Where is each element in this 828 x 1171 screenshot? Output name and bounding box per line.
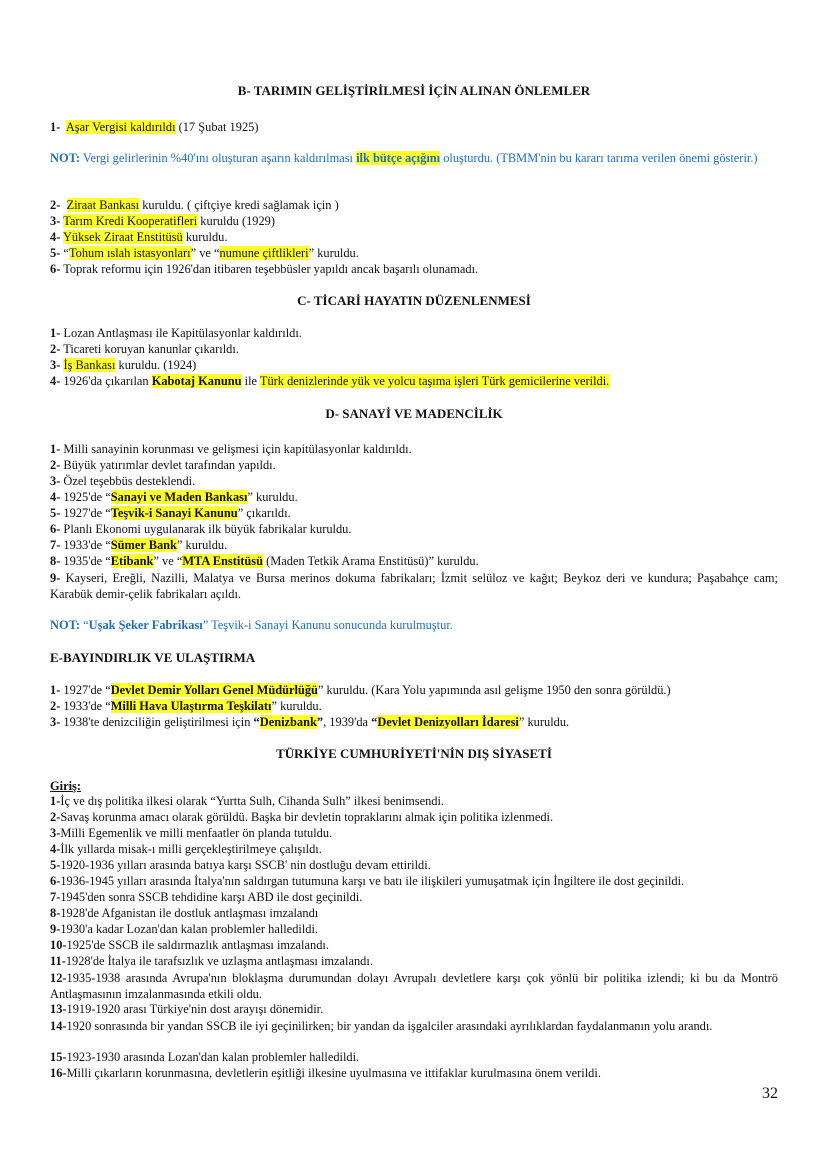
- item-text: ” kuruldu.: [271, 699, 322, 713]
- item-text: 1920 sonrasında bir yandan SSCB ile iyi geçinilirken; bir yandan da işgalciler arasındaki ayrılıklardan faydalanmanın yolu arandı.: [66, 1019, 713, 1033]
- item-text-pre: 1935'de “: [60, 554, 111, 568]
- item-text: İlk yıllarda misak-ı milli gerçekleştirilmeye çalışıldı.: [60, 842, 322, 856]
- item-number: 6-: [50, 522, 61, 536]
- item-text: kuruldu.: [182, 230, 228, 244]
- section-b-heading: B- TARIMIN GELİŞTİRİLMESİ İÇİN ALINAN ÖNLEMLER: [237, 83, 591, 98]
- note-text-2: oluşturdu. (TBMM'nin bu kararı tarıma verilen önemi gösterir.): [440, 151, 758, 165]
- note-text-1: Vergi gelirlerinin %40'ını oluşturan aşarın kaldırılması: [80, 151, 357, 165]
- item-text: kuruldu. (1924): [115, 358, 197, 372]
- quote: “: [60, 246, 69, 260]
- item-number: 8-: [50, 554, 61, 568]
- d-item-5: [50, 506, 778, 520]
- foreign-policy-item: [50, 826, 778, 840]
- section-c-heading: C- TİCARİ HAYATIN DÜZENLENMESİ: [297, 293, 531, 308]
- item-text: Ticareti koruyan kanunlar çıkarıldı.: [60, 342, 239, 356]
- item-text-pre: 1938'te denizciliğin geliştirilmesi için: [60, 715, 254, 729]
- note-label: NOT:: [50, 151, 81, 165]
- d-item-1: [50, 442, 778, 456]
- highlight: Sümer Bank: [110, 538, 177, 552]
- item-text: Savaş korunma amacı olarak görüldü. Başka bir devletin topraklarını almak için politika izlenmedi.: [60, 810, 554, 824]
- c-item-1: [50, 326, 778, 340]
- item-number: 6-: [50, 874, 61, 888]
- foreign-policy-item: [50, 1002, 778, 1016]
- item-number: 5-: [50, 246, 61, 260]
- item-number: 9-: [50, 922, 61, 936]
- d-item-2: [50, 458, 778, 472]
- item-text: Planlı Ekonomi uygulanarak ilk büyük fabrikalar kuruldu.: [60, 522, 352, 536]
- item-text: 1920-1936 yılları arasında batıya karşı SSCB' nin dostluğu devam ettirildi.: [60, 858, 431, 872]
- b-item-1: [50, 120, 778, 134]
- item-number: 3-: [50, 826, 61, 840]
- highlight-2: Türk denizlerinde yük ve yolcu taşıma işleri Türk gemicilerine verildi.: [259, 374, 610, 388]
- foreign-policy-heading: TÜRKİYE CUMHURİYETİ'NİN DIŞ SİYASETİ: [276, 746, 552, 761]
- d-note: [50, 618, 778, 632]
- item-number: 4-: [50, 374, 61, 388]
- d-item-6: [50, 522, 778, 536]
- item-number: 1-: [50, 794, 61, 808]
- item-number: 4-: [50, 230, 61, 244]
- item-number: 7-: [50, 890, 61, 904]
- item-text: Toprak reformu için 1926'dan itibaren teşebbüsler yapıldı ancak başarılı olunamadı.: [60, 262, 479, 276]
- item-text-pre: 1927'de “: [60, 683, 111, 697]
- d-item-4: [50, 490, 778, 504]
- highlight: Teşvik-i Sanayi Kanunu: [110, 506, 238, 520]
- item-text: Kayseri, Ereğli, Nazilli, Malatya ve Bursa merinos dokuma fabrikaları; İzmit selüloz ve kağıt; Beykoz deri ve kundura; Paşabahçe cam; Karabük demir-çelik fabrikaları açıldı.: [50, 571, 778, 601]
- item-number: 2-: [50, 458, 61, 472]
- highlight: Ziraat Bankası: [66, 198, 140, 212]
- item-text-pre: 1933'de “: [60, 538, 111, 552]
- item-text-pre: 1933'de “: [60, 699, 111, 713]
- highlight-1: Kabotaj Kanunu: [151, 374, 242, 388]
- note-label: NOT:: [50, 618, 81, 632]
- d-item-8: [50, 554, 778, 568]
- item-text: 1930'a kadar Lozan'dan kalan problemler halledildi.: [60, 922, 319, 936]
- highlight-1: Denizbank: [259, 715, 317, 729]
- item-number: 10-: [50, 938, 67, 952]
- item-text-pre: 1925'de “: [60, 490, 111, 504]
- foreign-policy-item: [50, 970, 778, 1002]
- item-text: ” kuruldu.: [176, 538, 228, 552]
- item-text-mid: ” ve “: [153, 554, 183, 568]
- item-text: 1928'de Afganistan ile dostluk antlaşması imzalandı: [60, 906, 319, 920]
- item-text: ” kuruldu. (Kara Yolu yapımında asıl gelişme 1950 den sonra görüldü.): [317, 683, 671, 697]
- foreign-policy-item: [50, 810, 778, 824]
- item-text: ” çıkarıldı.: [237, 506, 291, 520]
- item-text: Milli Egemenlik ve milli menfaatler ön planda tutuldu.: [60, 826, 333, 840]
- item-text: 1919-1920 arası Türkiye'nin dost arayışı dönemidir.: [66, 1002, 324, 1016]
- item-text: 1928'de İtalya ile tarafsızlık ve uzlaşma antlaşması imzalandı.: [65, 954, 373, 968]
- quote: “: [80, 618, 89, 632]
- highlight: Aşar Vergisi kaldırıldı: [65, 120, 176, 134]
- item-number: 1-: [50, 683, 61, 697]
- highlight-2: Devlet Denizyolları İdaresi: [377, 715, 519, 729]
- item-text: kuruldu (1929): [197, 214, 275, 228]
- highlight-1: Etibank: [110, 554, 154, 568]
- foreign-policy-item: [50, 954, 778, 968]
- quote-open-2: “: [371, 715, 378, 729]
- foreign-policy-item: [50, 1050, 778, 1064]
- item-text: Milli sanayinin korunması ve gelişmesi için kapitülasyonlar kaldırıldı.: [60, 442, 412, 456]
- item-text-pre: 1927'de “: [60, 506, 111, 520]
- highlight: Milli Hava Ulaştırma Teşkilatı: [110, 699, 272, 713]
- c-item-2: [50, 342, 778, 356]
- item-number: 14-: [50, 1019, 67, 1033]
- item-number: 8-: [50, 906, 61, 920]
- item-number: 5-: [50, 858, 61, 872]
- highlight: Yüksek Ziraat Enstitüsü: [62, 230, 183, 244]
- foreign-policy-item: [50, 842, 778, 856]
- b-item-3: [50, 214, 778, 228]
- foreign-policy-item: [50, 794, 778, 808]
- b-item-5: [50, 246, 778, 260]
- item-number: 5-: [50, 506, 61, 520]
- item-text: 1936-1945 yılları arasında İtalya'nın saldırgan tutumuna karşı ve batı ile ilişkileri yumuşatmak için İngiltere ile dost geçinildi.: [60, 874, 685, 888]
- item-text: 1925'de SSCB ile saldırmazlık antlaşması imzalandı.: [66, 938, 329, 952]
- foreign-policy-item: [50, 1066, 778, 1080]
- item-number: 16-: [50, 1066, 67, 1080]
- d-item-3: [50, 474, 778, 488]
- item-text: Özel teşebbüs desteklendi.: [60, 474, 196, 488]
- section-e-heading: E-BAYINDIRLIK VE ULAŞTIRMA: [50, 650, 256, 665]
- item-number: 9-: [50, 571, 61, 585]
- e-item-1: [50, 683, 778, 697]
- item-number: 3-: [50, 474, 61, 488]
- item-text: ” kuruldu.: [308, 246, 359, 260]
- note-bold: Uşak Şeker Fabrikası: [88, 618, 203, 632]
- item-number: 15-: [50, 1050, 67, 1064]
- item-number: 4-: [50, 842, 61, 856]
- foreign-policy-item: [50, 906, 778, 920]
- item-text: kuruldu. ( çiftçiye kredi sağlamak için ): [139, 198, 339, 212]
- item-number: 1-: [50, 120, 61, 134]
- e-item-3: [50, 715, 778, 729]
- item-number: 2-: [50, 198, 61, 212]
- note-highlight: ilk bütçe açığını: [356, 151, 441, 165]
- item-number: 1-: [50, 326, 61, 340]
- item-number: 4-: [50, 490, 61, 504]
- item-number: 12-: [50, 971, 67, 985]
- item-text-mid: , 1939'da: [323, 715, 372, 729]
- item-text: (17 Şubat 1925): [175, 120, 259, 134]
- item-number: 3-: [50, 214, 61, 228]
- section-d-heading: D- SANAYİ VE MADENCİLİK: [325, 406, 503, 421]
- item-text: 1923-1930 arasında Lozan'dan kalan problemler halledildi.: [66, 1050, 360, 1064]
- item-number: 2-: [50, 810, 61, 824]
- item-number: 3-: [50, 358, 61, 372]
- quote-open-1: “: [253, 715, 260, 729]
- item-text: İç ve dış politika ilkesi olarak “Yurtta Sulh, Cihanda Sulh” ilkesi benimsendi.: [60, 794, 445, 808]
- item-text: 1945'den sonra SSCB tehdidine karşı ABD ile dost geçinildi.: [60, 890, 363, 904]
- b-item-4: [50, 230, 778, 244]
- item-number: 6-: [50, 262, 61, 276]
- e-item-2: [50, 699, 778, 713]
- d-item-7: [50, 538, 778, 552]
- c-item-4: [50, 374, 778, 388]
- highlight-1: Tohum ıslah istasyonları: [68, 246, 191, 260]
- item-text-pre: 1926'da çıkarılan: [60, 374, 152, 388]
- foreign-policy-item: [50, 874, 778, 888]
- foreign-policy-item: [50, 858, 778, 872]
- b-item-2: [50, 198, 778, 212]
- highlight: Devlet Demir Yolları Genel Müdürlüğü: [110, 683, 318, 697]
- highlight: Tarım Kredi Kooperatifleri: [63, 214, 198, 228]
- intro-heading: Giriş:: [50, 779, 81, 793]
- item-text-mid: ile: [241, 374, 260, 388]
- item-number: 2-: [50, 699, 61, 713]
- item-text: ” kuruldu.: [247, 490, 298, 504]
- page-number: 32: [762, 1085, 778, 1102]
- b-item-6: [50, 262, 778, 276]
- foreign-policy-item: [50, 922, 778, 936]
- c-item-3: [50, 358, 778, 372]
- item-number: 2-: [50, 342, 61, 356]
- highlight: Sanayi ve Maden Bankası: [110, 490, 248, 504]
- highlight-2: MTA Enstitüsü: [182, 554, 264, 568]
- highlight: İş Bankası: [63, 358, 116, 372]
- b-note: [50, 150, 778, 166]
- foreign-policy-item: [50, 1018, 778, 1034]
- foreign-policy-item: [50, 890, 778, 904]
- item-number: 13-: [50, 1002, 67, 1016]
- quote-close-1: ”: [316, 715, 324, 729]
- item-text: (Maden Tetkik Arama Enstitüsü)” kuruldu.: [263, 554, 479, 568]
- item-text-mid: ” ve “: [190, 246, 220, 260]
- item-text: Milli çıkarların korunmasına, devletlerin eşitliği ilkesine uyulmasına ve ittifaklar kurulmasına önem verildi.: [66, 1066, 601, 1080]
- item-number: 7-: [50, 538, 61, 552]
- item-text: Büyük yatırımlar devlet tarafından yapıldı.: [60, 458, 276, 472]
- item-number: 3-: [50, 715, 61, 729]
- item-number: 11-: [50, 954, 66, 968]
- d-item-9: [50, 570, 778, 602]
- foreign-policy-item: [50, 938, 778, 952]
- highlight-2: numune çiftlikleri: [219, 246, 309, 260]
- item-text: ” kuruldu.: [518, 715, 570, 729]
- note-text: ” Teşvik-i Sanayi Kanunu sonucunda kurulmuştur.: [202, 618, 453, 632]
- item-text: Lozan Antlaşması ile Kapitülasyonlar kaldırıldı.: [60, 326, 302, 340]
- item-number: 1-: [50, 442, 61, 456]
- item-text: 1935-1938 arasında Avrupa'nın bloklaşma durumundan dolayı Avrupalı devletlere karşı çok yönlü bir politika izlendi; ki bu da Montrö Antlaşmasının imzalanmasında etkili oldu.: [50, 971, 778, 1001]
